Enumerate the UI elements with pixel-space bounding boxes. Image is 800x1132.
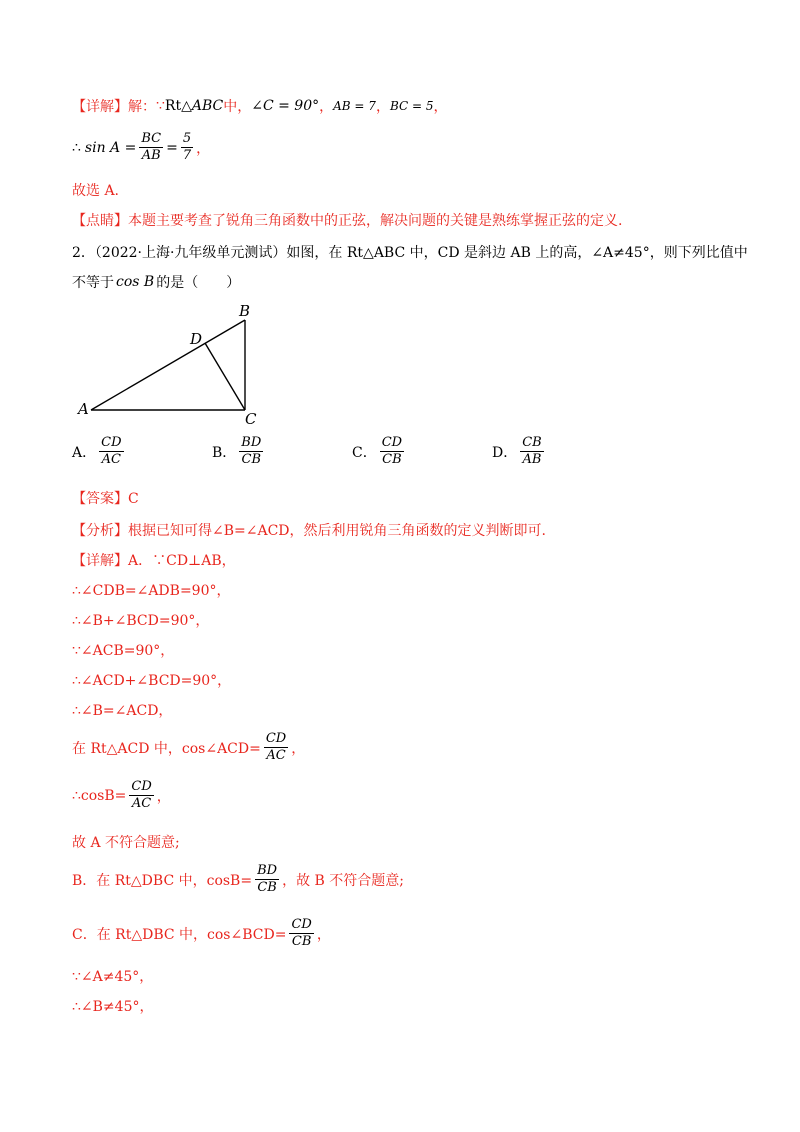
fraction-numerator: CD	[380, 436, 404, 452]
choose-line: 故选 A.	[72, 183, 120, 199]
comma: ，	[316, 926, 331, 943]
fraction-numerator: BD	[255, 864, 279, 880]
equals-sign: =	[166, 139, 178, 156]
fraction-denominator: CB	[382, 452, 402, 468]
fraction-denominator: CB	[291, 934, 312, 950]
fraction-numerator: CD	[264, 732, 288, 748]
detail2-line2: ∴∠CDB=∠ADB=90°，	[72, 583, 231, 599]
side-ab	[91, 320, 245, 410]
detail2-line12: ∵∠A≠45°，	[72, 969, 154, 985]
triangle-figure	[0, 0, 800, 440]
detail2-line7	[72, 732, 305, 764]
fraction-denominator: AC	[131, 796, 152, 812]
comma: ，	[156, 788, 171, 805]
sep: ，	[319, 99, 334, 115]
detail2-line6: ∴∠B=∠ACD，	[72, 703, 173, 719]
therefore-symbol: ∴	[72, 139, 81, 156]
fraction-denominator: AB	[522, 452, 542, 468]
text: ∴cosB=	[72, 787, 127, 804]
fraction-cd-cb	[289, 918, 313, 950]
text: 在 Rt△ACD 中，cos∠ACD=	[72, 740, 261, 757]
option-fraction	[520, 436, 544, 468]
rt-text: Rt△	[164, 98, 192, 114]
vertex-b-label: B	[239, 302, 251, 320]
text: ，故 B 不符合题意;	[282, 872, 404, 889]
fraction-numerator: CD	[289, 918, 313, 934]
fraction-denominator: CB	[257, 880, 277, 896]
vertex-a-label: A	[78, 400, 89, 418]
vertex-c-label: C	[245, 410, 257, 428]
q2-suffix: 的是（ ）	[156, 275, 241, 291]
detail2-line3: ∴∠B+∠BCD=90°，	[72, 613, 210, 629]
comment-line: 【点睛】本题主要考查了锐角三角函数中的正弦，解决问题的关键是熟练掌握正弦的定义.	[72, 213, 623, 229]
fraction-bd-cb	[255, 864, 279, 896]
option-c[interactable]	[352, 436, 407, 468]
fraction-numerator: CD	[99, 436, 123, 452]
fraction-denominator: AB	[141, 148, 161, 164]
detail2-line8	[72, 780, 171, 812]
option-label: B．	[212, 444, 237, 461]
option-fraction	[99, 436, 123, 468]
detail2-line4: ∵∠ACB=90°，	[72, 643, 175, 659]
detail2-line13: ∴∠B≠45°，	[72, 999, 154, 1015]
fraction-cd-ac	[129, 780, 153, 812]
option-b[interactable]	[212, 436, 266, 468]
question2-line1: 2．（2022·上海·九年级单元测试）如图，在 Rt△ABC 中，CD 是斜边 AB 上的高，∠A≠45°，则下列比值中	[72, 245, 748, 261]
zhong-text: 中，	[223, 99, 252, 115]
fraction-numerator: CB	[520, 436, 544, 452]
fraction-denominator: CB	[241, 452, 262, 468]
comma: ，	[196, 140, 211, 157]
bc-value: BC = 5	[389, 99, 434, 113]
detail2-line11	[72, 918, 331, 950]
detail2-line10	[72, 864, 404, 896]
altitude-cd	[205, 343, 245, 410]
fraction-denominator: AC	[101, 452, 121, 468]
detail2-line5: ∴∠ACD+∠BCD=90°，	[72, 673, 232, 689]
angle-c-value: ∠C = 90°	[251, 98, 320, 114]
fraction-denominator: 7	[182, 148, 192, 164]
sep: ，	[375, 99, 390, 115]
sep: ，	[433, 99, 448, 115]
detail2-line9: 故 A 不符合题意;	[72, 835, 180, 851]
option-label: C．	[352, 444, 377, 461]
option-label: D．	[492, 444, 518, 461]
text: B．在 Rt△DBC 中，cosB=	[72, 872, 253, 889]
fraction-numerator: CD	[129, 780, 153, 796]
q2-prefix: 不等于	[72, 275, 114, 291]
ab-value: AB = 7	[333, 99, 376, 113]
option-d[interactable]	[492, 436, 547, 468]
because-symbol: ∵	[156, 98, 165, 114]
abc-text: ABC	[191, 98, 224, 114]
fraction-numerator: 5	[181, 132, 193, 148]
fraction-numerator: BD	[239, 436, 263, 452]
cos-b-text: cos B	[116, 274, 155, 290]
option-label: A．	[72, 444, 97, 461]
detail2-line1: 【详解】A．∵CD⊥AB，	[72, 553, 236, 569]
sine-lhs: sin A =	[84, 139, 137, 156]
fraction-cd-ac	[264, 732, 288, 764]
fraction-numerator: BC	[139, 132, 163, 148]
option-fraction	[380, 436, 404, 468]
option-fraction	[239, 436, 263, 468]
detail-tag: 【详解】解：	[72, 99, 156, 115]
vertex-d-label: D	[190, 330, 203, 348]
fraction-denominator: AC	[266, 748, 286, 764]
text: C．在 Rt△DBC 中，cos∠BCD=	[72, 926, 287, 943]
comma: ，	[291, 740, 306, 757]
option-a[interactable]	[72, 436, 127, 468]
analysis-line: 【分析】根据已知可得∠B=∠ACD，然后利用锐角三角函数的定义判断即可.	[72, 523, 546, 539]
answer-line: 【答案】C	[72, 491, 139, 507]
